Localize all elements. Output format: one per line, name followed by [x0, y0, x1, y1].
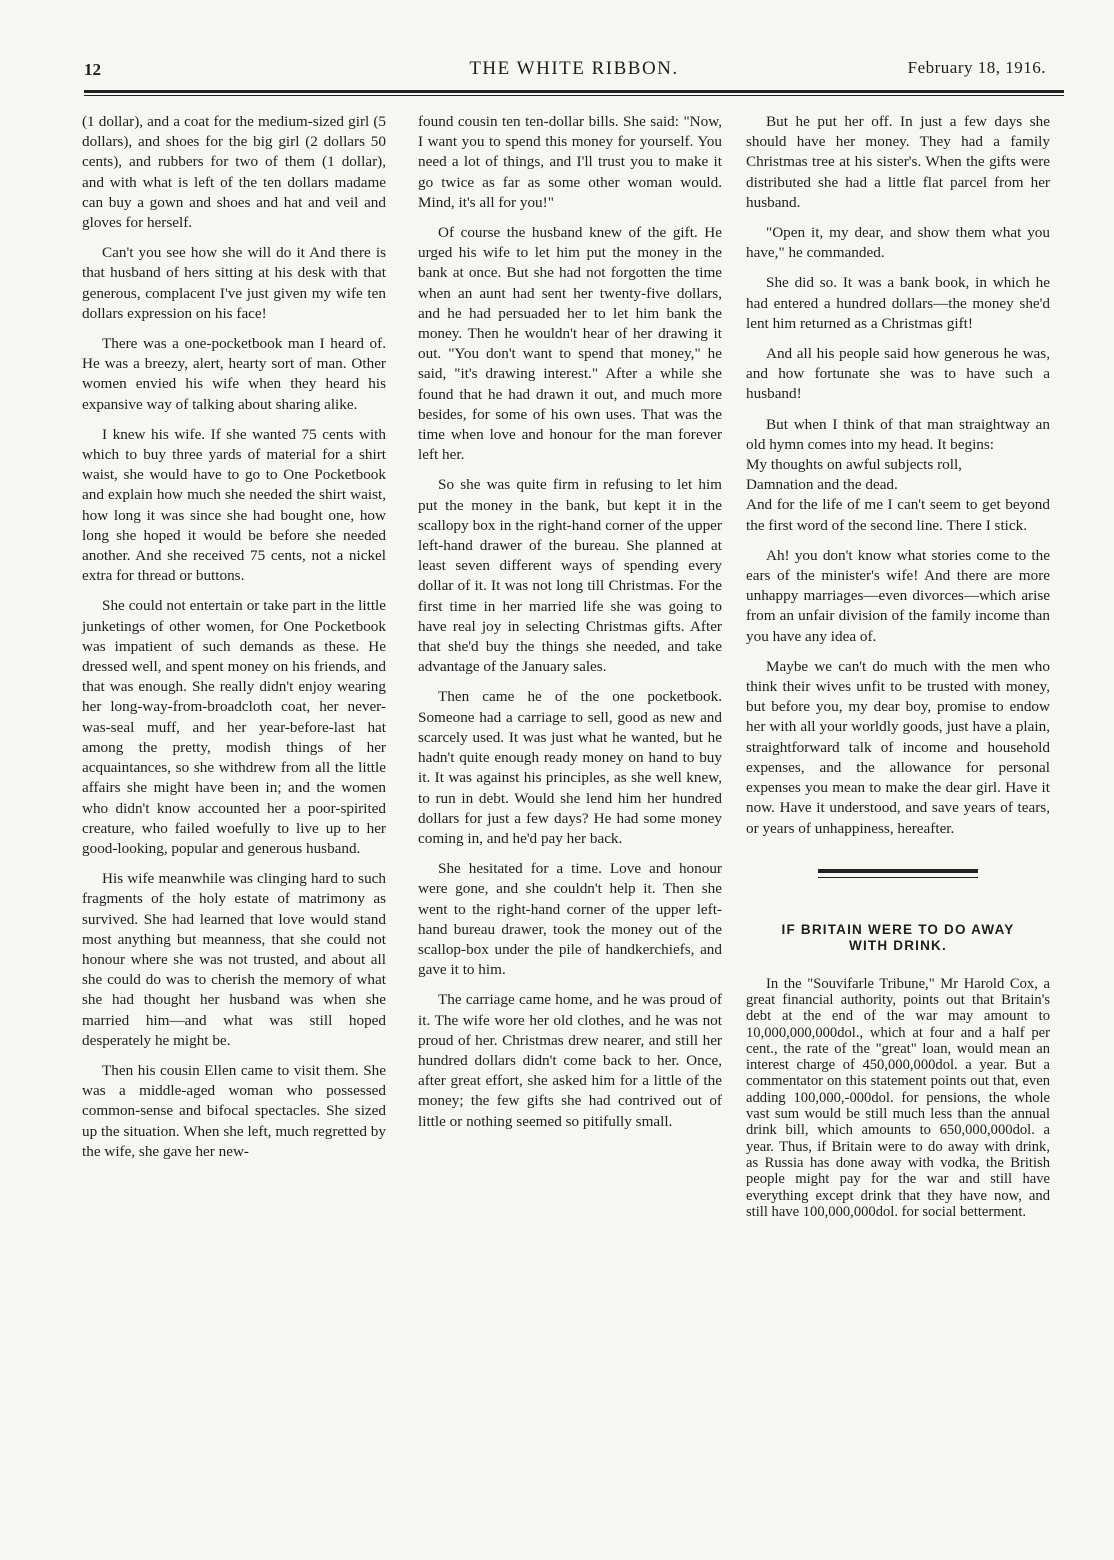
column-3	[746, 112, 1050, 1220]
paragraph: Of course the husband knew of the gift. He urged his wife to let him put the money in the bank at once. But she had not forgotten the time when an aunt had sent her twenty-five dollars, and he had persuaded her to let him bank the money. Then he wouldn't hear of her drawing it out. "You don't want to spend that money," he said, "it's drawing interest." After a while she found that he had drawn it out, and much more besides, for some of his own uses. That was the time when love and honour for the man forever left her.	[418, 224, 722, 464]
hymn-line: Damnation and the dead.	[746, 476, 898, 494]
paragraph: The carriage came home, and he was proud of it. The wife wore her old clothes, and he was not proud of her. Christmas drew nearer, and still her hundred dollars didn't come back to her. Once, after great effort, she asked him for a little of the money; the few gifts she had contrived out of little or nothing seemed so pitifully small.	[418, 991, 722, 1130]
headline-line: WITH DRINK.	[849, 937, 947, 953]
paragraph: His wife meanwhile was clinging hard to such fragments of the holy estate of matrimony as survived. She had learned that love would stand most anything but meanness, that she could not honour where she was not trusted, and about all she could do was to cherish the memory of what she had thought her husband was when she married him—and what was still hoped desperately he might be.	[82, 870, 386, 1049]
section-divider	[818, 869, 978, 878]
paragraph: She did so. It was a bank book, in which he had entered a hundred dollars—the money she'd lent him returned as a Christmas gift!	[746, 274, 1050, 332]
column-1	[82, 112, 386, 1172]
issue-date: February 18, 1916.	[907, 58, 1046, 77]
paragraph: I knew his wife. If she wanted 75 cents with which to buy three yards of material for a shirt waist, she would have to go to One Pocketbook and explain how much she needed the shirt waist, how long it was since she had bought one, how long she hoped it would be before she needed another. And she received 75 cents, not a nickel extra for thread or buttons.	[82, 425, 386, 585]
headline-line: IF BRITAIN WERE TO DO AWAY	[781, 921, 1015, 937]
header-rule	[84, 90, 1064, 96]
article-body	[746, 976, 1050, 1220]
paragraph: She hesitated for a time. Love and honour were gone, and she couldn't help it. Then she went to the right-hand corner of the upper left-hand bureau drawer, took the money out of the scallop-box under the pile of handkerchiefs, and gave it to him.	[418, 860, 722, 979]
column-2	[418, 112, 722, 1142]
paragraph: In the "Souvifarle Tribune," Mr Harold Cox, a great financial authority, points out that Britain's debt at the end of the war may amount to 10,000,000,000dol., which at four and a half per cent., the rate of the "great" loan, would mean an interest charge of 450,000,000dol. a year. But a commentator on this statement points out that, even adding 100,000,-000dol. for pensions, the whole vast sum would be still much less than the annual drink bill, which amounts to 650,000,000dol. a year. Thus, if Britain were to do away with drink, as Russia has done away with vodka, the British people might pay for the war and still have everything except drink that they have now, and still have 100,000,000dol. for social betterment.	[746, 975, 1050, 1220]
paragraph: And for the life of me I can't seem to get beyond the first word of the second line. There I stick.	[746, 496, 1050, 534]
paragraph: Ah! you don't know what stories come to the ears of the minister's wife! And there are more unhappy marriages—even divorces—which arise from an unfair division of the family income than you have any idea of.	[746, 546, 1050, 645]
paragraph: Maybe we can't do much with the men who think their wives unfit to be trusted with money, but before you, my dear boy, promise to endow her with all your worldly goods, just have a plain, straightforward talk of income and household expenses, and the allowance for personal expenses you mean to make the dear girl. Have it now. Have it understood, and save years of tears, or years of unhappiness, hereafter.	[746, 657, 1050, 837]
paragraph: There was a one-pocketbook man I heard of. He was a breezy, alert, hearty sort of man. Other women envied his wife when they heard his expansive way of talking about sharing alike.	[82, 335, 386, 413]
paragraph: And all his people said how generous he was, and how fortunate she was to have such a husband!	[746, 345, 1050, 403]
paragraph: But he put her off. In just a few days she should have her money. They had a family Christmas tree at his sister's. When the gifts were distributed she had a little flat parcel from her husband.	[746, 113, 1050, 211]
newspaper-title: THE WHITE RIBBON.	[469, 58, 679, 79]
paragraph: Then came he of the one pocketbook. Someone had a carriage to sell, good as new and scarcely used. It was just what he wanted, but he hadn't quite enough ready money on hand to buy it. It was against his principles, as she well knew, to run in debt. Would she lend him her hundred dollars for just a few days? He had some money coming in, and he'd pay her back.	[418, 688, 722, 847]
paragraph: "Open it, my dear, and show them what you have," he commanded.	[746, 224, 1050, 262]
paragraph: Can't you see how she will do it And there is that husband of hers sitting at his desk with that generous, complacent I've just given my wife ten dollars expression on his face!	[82, 244, 386, 322]
hymn-line: My thoughts on awful subjects roll,	[746, 456, 962, 474]
paragraph: Then his cousin Ellen came to visit them. She was a middle-aged woman who possessed common-sense and bifocal spectacles. She sized up the situation. When she left, much regretted by the wife, she gave her new-	[82, 1061, 386, 1160]
article-headline	[746, 922, 1050, 954]
paragraph: (1 dollar), and a coat for the medium-sized girl (5 dollars), and shoes for the big girl (2 dollars 50 cents), and rubbers for two of them (1 dollar), and with what is left of the ten dollars madame can buy a gown and shoes and hat and veil and gloves for herself.	[82, 113, 386, 232]
paragraph: But when I think of that man straightway an old hymn comes into my head. It begins:	[746, 415, 1050, 453]
paragraph: She could not entertain or take part in the little junketings of other women, for One Pocketbook was impatient of such demands as these. He dressed well, and spent money on his friends, and that was enough. She really didn't enjoy wearing her long-way-from-broadcloth coat, her never-was-seal muff, and her year-before-last hat among the pretty, modish things of her acquaintances, so she withdrew from all the little affairs she might have been in; and the women who didn't know accounted her a poor-spirited creature, who failed woefully to live up to her good-looking, popular and generous husband.	[82, 597, 386, 857]
paragraph: So she was quite firm in refusing to let him put the money in the bank, but kept it in the scallopy box in the right-hand corner of the upper left-hand drawer of the bureau. She planned at least seven different ways of spending every dollar of it. It was not long till Christmas. For the first time in her married life she was going to have real joy in selecting Christmas gifts. After that she'd buy the things she needed, and take advantage of the January sales.	[418, 476, 722, 676]
page-number: 12	[84, 60, 101, 79]
masthead	[84, 54, 1064, 84]
paragraph: found cousin ten ten-dollar bills. She said: "Now, I want you to spend this money for yourself. You need a lot of things, and I'll trust you to make it go twice as far as some other woman would. Mind, it's all for you!"	[418, 113, 722, 211]
